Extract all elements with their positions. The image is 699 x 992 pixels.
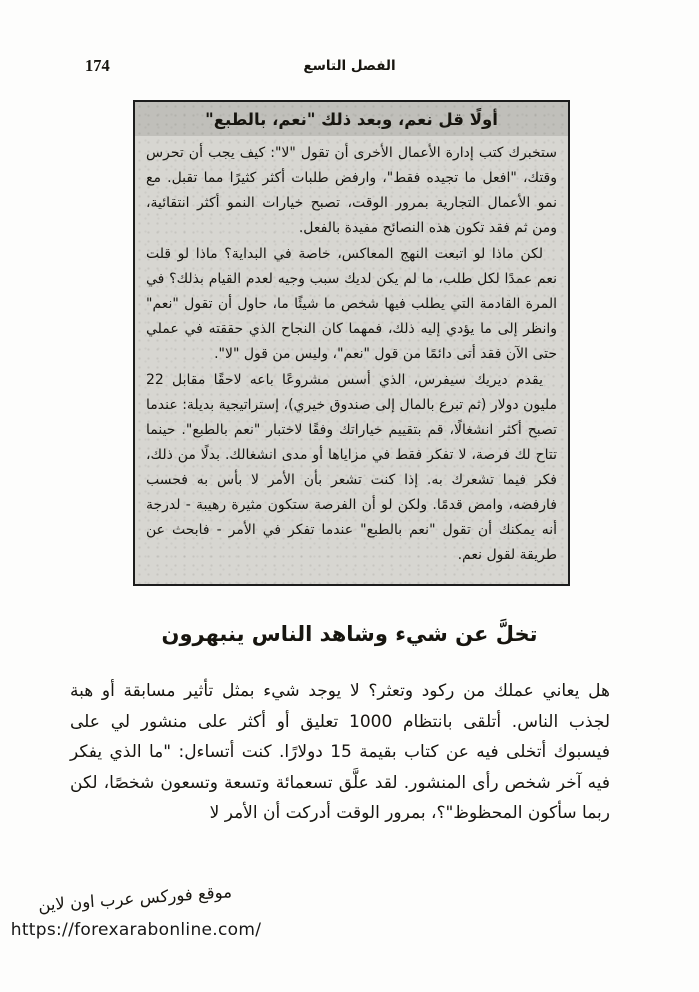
page-number: 174	[85, 56, 110, 75]
tip-box	[133, 100, 570, 586]
chapter-title: الفصل التاسع	[303, 58, 396, 74]
tip-paragraph: يقدم ديريك سيفرس، الذي أسس مشروعًا باعه لاحقًا مقابل 22 مليون دولار (ثم تبرع بالمال إلى صندوق خيري)، إستراتيجية بديلة: عندما تصبح أكثر انشغالًا، قم بتقييم خياراتك وفقًا لاختبار "نعم بالطبع". حينما تتاح لك فرصة، لا تفكر فقط في مزاياها أو مدى انشغالك. بدلًا من ذلك، فكر فيما تشعرك به. إذا كنت تشعر بأن الأمر لا بأس به فحسب فارفضه، وامض قدمًا. ولكن لو أن الفرصة ستكون مثيرة رهيبة - لدرجة أنه يمكنك أن تقول "نعم بالطبع" عندما تفكر في الأمر - فابحث عن طريقة لقول نعم.	[146, 372, 557, 563]
watermark	[6, 882, 266, 940]
watermark-site-name: موقع فوركس عرب اون لاين	[37, 882, 233, 915]
section-paragraph: هل يعاني عملك من ركود وتعثر؟ لا يوجد شيء بمثل تأثير مسابقة أو هبة لجذب الناس. أتلقى بانتظام 1000 تعليق أو أكثر على منشور لي على فيسبوك أتخلى فيه عن كتاب بقيمة 15 دولارًا. كنت أتساءل: "ما الذي يفكر فيه آخر شخص رأى المنشور. لقد علَّق تسعمائة وتسعة وتسعون شخصًا، لكن ربما سأكون المحظوظ"؟، بمرور الوقت أدركت أن الأمر لا	[70, 681, 611, 823]
section-heading: تخلَّ عن شيء وشاهد الناس ينبهرون	[161, 622, 538, 646]
tip-box-title: أولًا قل نعم، وبعد ذلك "نعم، بالطبع"	[135, 102, 568, 136]
watermark-url: https://forexarabonline.com/	[10, 920, 262, 940]
page-header	[0, 56, 699, 80]
tip-paragraph: ستخبرك كتب إدارة الأعمال الأخرى أن تقول "لا": كيف يجب أن تحرس وقتك، "افعل ما تجيده فقط"، وارفض طلبات أكثر كثيرًا مما تقبل. مع نمو الأعمال التجارية بمرور الوقت، تصبح خيارات النمو أكثر انتقائية، ومن ثم فقد تكون هذه النصائح مفيدة بالفعل.	[146, 145, 557, 236]
tip-paragraph: لكن ماذا لو اتبعت النهج المعاكس، خاصة في البداية؟ ماذا لو قلت نعم عمدًا لكل طلب، ما لم يكن لديك سبب وجيه لعدم القيام بذلك؟ في المرة القادمة التي يطلب فيها شخص ما شيئًا ما، حاول أن تقول "نعم" وانظر إلى ما يؤدي إليه ذلك، فمهما كان النجاح الذي حققته في عملي حتى الآن فقد أتى دائمًا من قول "نعم"، وليس من قول "لا".	[146, 246, 557, 362]
